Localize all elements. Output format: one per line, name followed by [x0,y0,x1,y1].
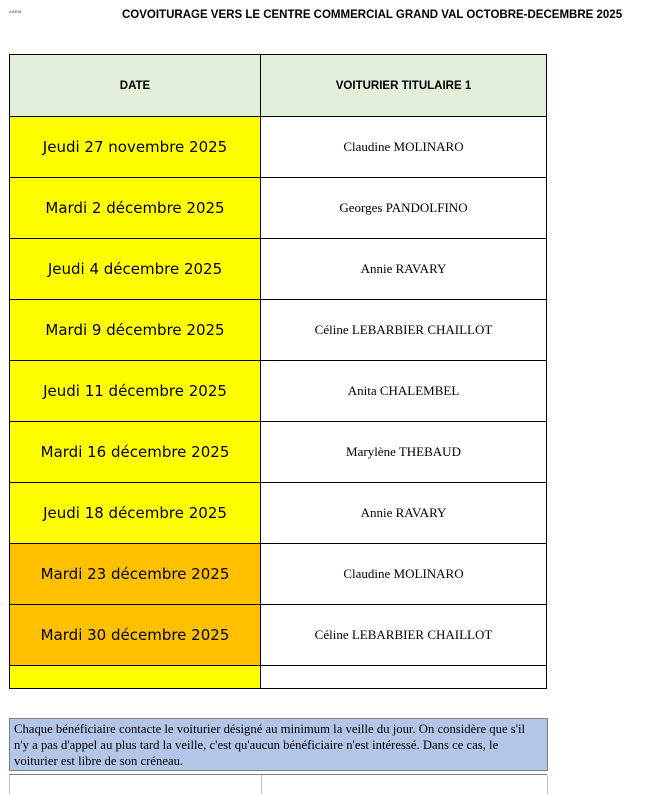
table-row [10,483,547,544]
bottom-grid-row [9,774,547,794]
date-cell: Mardi 2 décembre 2025 [10,178,261,239]
driver-cell: Céline LEBARBIER CHAILLOT [261,605,547,666]
date-cell: Mardi 30 décembre 2025 [10,605,261,666]
column-header-date: DATE [10,55,261,117]
table-row [10,117,547,178]
grid-divider [261,775,262,794]
column-header-driver: VOITURIER TITULAIRE 1 [261,55,547,117]
schedule-body [10,117,547,689]
driver-cell: Annie RAVARY [261,239,547,300]
empty-date-cell [10,666,261,689]
driver-cell: Claudine MOLINARO [261,117,547,178]
date-cell: Mardi 16 décembre 2025 [10,422,261,483]
document-title: COVOITURAGE VERS LE CENTRE COMMERCIAL GRAND VAL OCTOBRE-DECEMBRE 2025 [122,9,623,21]
driver-cell: Annie RAVARY [261,483,547,544]
corner-mark: AARM [9,9,22,14]
table-row [10,422,547,483]
table-row [10,178,547,239]
date-cell: Mardi 23 décembre 2025 [10,544,261,605]
table-row [10,544,547,605]
driver-cell: Anita CHALEMBEL [261,361,547,422]
table-row [10,239,547,300]
date-cell: Jeudi 18 décembre 2025 [10,483,261,544]
table-row [10,605,547,666]
date-cell: Mardi 9 décembre 2025 [10,300,261,361]
driver-cell: Céline LEBARBIER CHAILLOT [261,300,547,361]
empty-driver-cell [261,666,547,689]
instructions-note: Chaque bénéficiaire contacte le voiturier désigné au minimum la veille du jour. On considère que s'il n'y a pas d'appel au plus tard la veille, c'est qu'aucun bénéficiaire n'est intéressé. Dans ce cas, le voiturier est libre de son créneau. [9,718,548,771]
date-cell: Jeudi 4 décembre 2025 [10,239,261,300]
date-cell: Jeudi 27 novembre 2025 [10,117,261,178]
driver-cell: Georges PANDOLFINO [261,178,547,239]
table-header-row [10,55,547,117]
empty-table-row [10,666,547,689]
table-row [10,300,547,361]
grid-divider [547,775,548,794]
carpool-schedule-table [9,54,547,689]
driver-cell: Claudine MOLINARO [261,544,547,605]
table-row [10,361,547,422]
date-cell: Jeudi 11 décembre 2025 [10,361,261,422]
driver-cell: Marylène THEBAUD [261,422,547,483]
